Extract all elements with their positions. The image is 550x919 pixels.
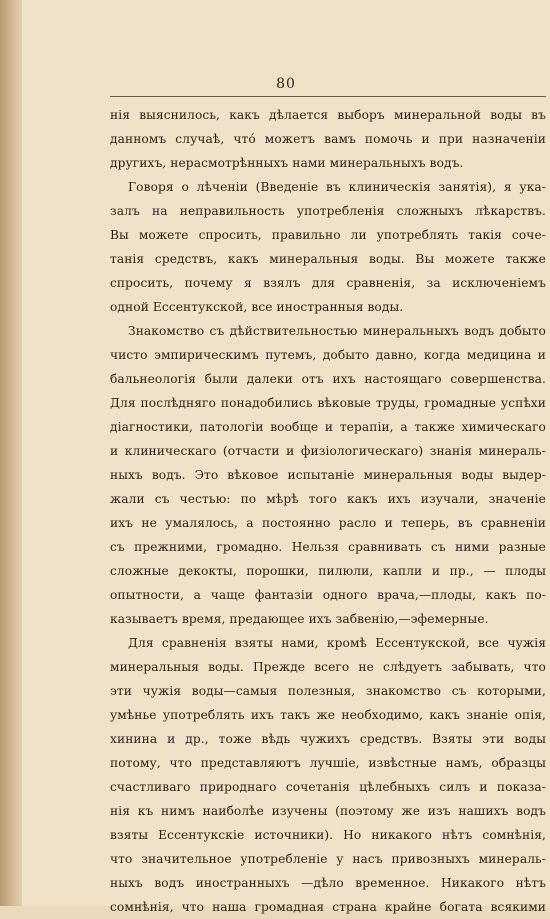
text-line: сомнѣнія, что наша громадная страна крайне богата всякими	[110, 900, 546, 914]
book-page	[22, 0, 550, 914]
text-line: залъ на неправильность употребленія сложныхъ лѣкарствъ.	[110, 204, 546, 218]
text-line: опытности, а чаще фантазіи одного врача,—плоды, какъ по-	[110, 588, 546, 602]
text-line: и клиническаго (отчасти и физіологическаго) знанія минераль-	[110, 444, 546, 458]
text-line: что значительное употребленіе у насъ привозныхъ минераль-	[110, 852, 546, 866]
book-spine-shadow	[0, 0, 22, 906]
text-line: счастливаго природнаго сочетанія цѣлебныхъ силъ и показа-	[110, 780, 546, 794]
text-line: хинина и др., тоже вѣдь чужихъ средствъ. Взяты эти воды	[110, 732, 546, 746]
text-line: эти чужія воды—самыя полезныя, знакомство съ которыми,	[110, 684, 546, 698]
text-line: ихъ не умалялось, а постоянно расло и теперь, въ сравненіи	[110, 516, 546, 530]
text-line: спросить, почему я взялъ для сравненія, за исключеніемъ	[110, 276, 546, 290]
text-line: минеральныя воды. Прежде всего не слѣдуетъ забывать, что	[110, 660, 546, 674]
text-line: одной Ессентукской, все иностранныя воды.	[110, 300, 404, 314]
text-line: Говоря о лѣченіи (Введеніе въ клиническія занятія), я ука-	[128, 180, 546, 194]
text-line: ныхъ водъ. Это вѣковое испытаніе минеральныя воды выдер-	[110, 468, 546, 482]
text-line: нія выяснилось, какъ дѣлается выборъ минеральной воды въ	[110, 108, 546, 122]
text-line: танія средствъ, какъ минеральныя воды. Вы можете также	[110, 252, 546, 266]
text-line: другихъ, нерасмотрѣнныхъ нами минеральныхъ водъ.	[110, 156, 464, 170]
text-line: бальнеологія были далеки отъ ихъ настоящаго совершенства.	[110, 372, 546, 386]
text-line: Вы можете спросить, правильно ли употреблять такія соче-	[110, 228, 546, 242]
text-line: Для послѣдняго понадобились вѣковые труды, громадные успѣхи	[110, 396, 546, 410]
text-line: нія къ нимъ наиболѣе изучены (поэтому же изъ нашихъ водъ	[110, 804, 546, 818]
header-rule	[110, 96, 546, 97]
text-line: сложные декокты, порошки, пилюли, капли и пр., — плоды	[110, 564, 546, 578]
text-line: умѣнье употреблять ихъ такъ же необходимо, какъ знаніе опія,	[110, 708, 546, 722]
text-line: казываетъ время, предающее ихъ забвенію,—эфемерные.	[110, 612, 489, 626]
text-line: ныхъ водъ иностранныхъ —дѣло временное. Никакого нѣтъ	[110, 876, 546, 890]
text-line: діагностики, патологіи вообще и терапіи, а также химическаго	[110, 420, 546, 434]
text-line: потому, что представляютъ лучшіе, извѣстные намъ, образцы	[110, 756, 546, 770]
text-line: жали съ честью: по мѣрѣ того какъ ихъ изучали, значеніе	[110, 492, 546, 506]
text-line: Знакомство съ дѣйствительностью минеральныхъ водъ добыто	[128, 324, 546, 338]
text-line: Для сравненія взяты нами, кромѣ Ессентукской, все чужія	[128, 636, 546, 650]
text-line: данномъ случаѣ, что́ можетъ вамъ помочь и при назначеніи	[110, 132, 546, 146]
text-line: чисто эмпирическимъ путемъ, добыто давно, когда медицина и	[110, 348, 546, 362]
text-line: взяты Ессентукскіе источники). Но никакого нѣтъ сомнѣнія,	[110, 828, 546, 842]
page-number: 80	[276, 76, 296, 92]
text-line: съ прежними, громадно. Нельзя сравнивать съ ними разные	[110, 540, 546, 554]
page-body-text	[110, 103, 546, 919]
